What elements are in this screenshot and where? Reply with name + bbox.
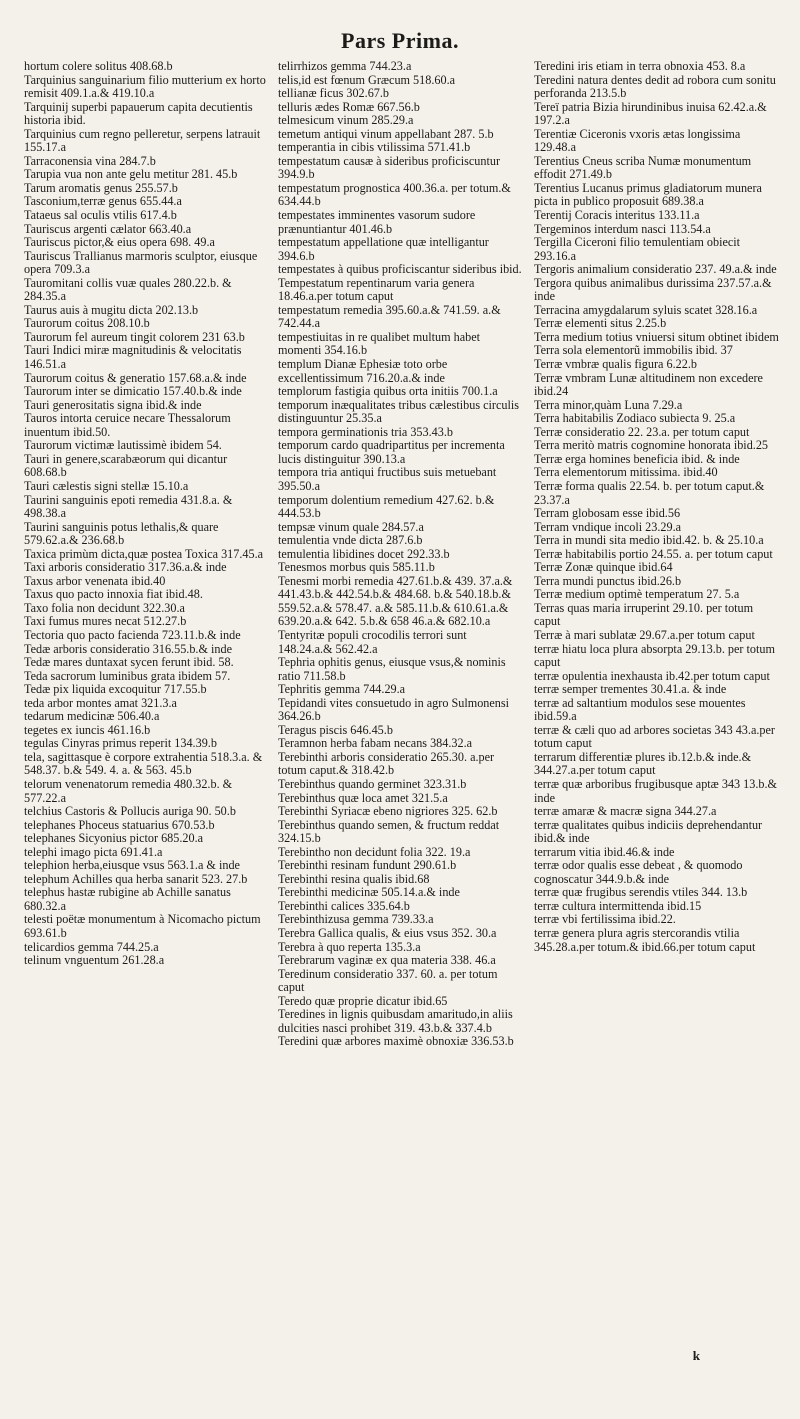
index-entry: Tauri in genere,scarabæorum qui dicantur 608.68.b: [24, 451, 228, 480]
index-entry: telephanes Phoceus statuarius 670.53.b: [24, 817, 215, 832]
index-entry: Tarquinius cum regno pelleretur, serpens latrauit 155.17.a: [24, 126, 261, 155]
page-header: Pars Prima.: [341, 28, 459, 53]
index-entry: tegulas Cinyras primus reperit 134.39.b: [24, 736, 217, 751]
index-entry: Terræ consideratio 22. 23.a. per totum caput: [534, 424, 750, 439]
index-entry: Terebinthi arboris consideratio 265.30. a.per totum caput.& 318.42.b: [278, 749, 495, 778]
index-entry: terræ cultura intermittenda ibid.15: [534, 898, 702, 913]
index-entry: tempora germinationis tria 353.43.b: [278, 424, 453, 439]
index-entry: Tarraconensia vina 284.7.b: [24, 153, 156, 168]
index-entry: Tereï patria Bizia hirundinibus inuisa 62.42.a.& 197.2.a: [534, 99, 767, 128]
index-entry: tempsæ vinum quale 284.57.a: [278, 519, 424, 534]
index-entry: terræ quæ arboribus frugibusque aptæ 343 13.b.& inde: [534, 776, 778, 805]
index-entry: Tephria ophitis genus, eiusque vsus,& nominis ratio 711.58.b: [278, 655, 506, 683]
index-entry: Teredini natura dentes dedit ad robora cum sonitu perforanda 213.5.b: [534, 72, 776, 101]
index-entry: temulentia vnde dicta 287.6.b: [278, 533, 423, 548]
index-entry: terræ semper trementes 30.41.a. & inde: [534, 682, 727, 697]
index-entry: tellianæ ficus 302.67.b: [278, 86, 390, 101]
index-entry: telmesicum vinum 285.29.a: [278, 113, 414, 128]
index-entry: Terræ vmbræ qualis figura 6.22.b: [534, 357, 697, 372]
index-entry: tempestates imminentes vasorum sudore prænuntiantur 401.46.b: [278, 208, 476, 236]
index-entry: telephus hastæ rubigine ab Achille sanatus 680.32.a: [24, 885, 231, 913]
index-entry: Terræ forma qualis 22.54. b. per totum caput.& 23.37.a: [534, 478, 765, 507]
index-entry: telicardios gemma 744.25.a: [24, 939, 159, 954]
index-entry: Terra meritò matris cognomine honorata ibid.25: [534, 438, 769, 453]
index-entry: Tergoris animalium consideratio 237. 49.a.& inde: [534, 262, 777, 277]
index-entry: Terentij Coracis interitus 133.11.a: [534, 208, 700, 223]
index-entry: Taxo folia non decidunt 322.30.a: [24, 600, 185, 615]
index-entry: Taurus auis à mugitu dicta 202.13.b: [24, 302, 199, 317]
index-entry: terræ amaræ & macræ signa 344.27.a: [534, 804, 717, 819]
index-entry: Taurini sanguinis epoti remedia 431.8.a. & 498.38.a: [24, 492, 233, 521]
index-entry: Tenesmos morbus quis 585.11.b: [278, 560, 435, 575]
index-entry: Taurorum victimæ lautissimè ibidem 54.: [24, 438, 222, 453]
index-entry: Terebinthi medicinæ 505.14.a.& inde: [278, 885, 460, 900]
index-entry: terræ opulentia inexhausta ib.42.per totum caput: [534, 668, 770, 683]
index-entry: teda arbor montes amat 321.3.a: [24, 695, 177, 710]
index-entry: Tedæ mares duntaxat sycen ferunt ibid. 58.: [24, 655, 234, 670]
index-entry: Tergora quibus animalibus durissima 237.57.a.& inde: [534, 275, 772, 304]
index-entry: Terentius Lucanus primus gladiatorum munera picta in publico proposuit 689.38.a: [534, 180, 762, 209]
index-entry: terrarum differentiæ plures ib.12.b.& inde.& 344.27.a.per totum caput: [534, 749, 752, 778]
index-entry: Terræ à mari sublatæ 29.67.a.per totum caput: [534, 627, 755, 642]
index-entry: telephion herba,eiusque vsus 563.1.a & inde: [24, 858, 240, 873]
index-entry: Teredinum consideratio 337. 60. a. per totum caput: [278, 966, 498, 995]
index-entry: Terra habitabilis Zodiaco subiecta 9. 25.a: [534, 411, 736, 426]
index-entry: telesti poëtæ monumentum à Nicomacho pictum 693.61.b: [24, 912, 261, 940]
index-entry: Taxi fumus mures necat 512.27.b: [24, 614, 187, 629]
index-entry: Tedæ arboris consideratio 316.55.b.& inde: [24, 641, 232, 656]
index-entry: terræ genera plura agris stercorandis vtilia 345.28.a.per totum.& ibid.66.per totum caput: [534, 926, 756, 954]
index-entry: Terra mundi punctus ibid.26.b: [534, 573, 682, 588]
index-entry: Teramnon herba fabam necans 384.32.a: [278, 736, 473, 751]
index-entry: Terræ vmbram Lunæ altitudinem non excedere ibid.24: [534, 370, 763, 399]
index-entry: tempestiuitas in re qualibet multum habet momenti 354.16.b: [278, 329, 481, 358]
index-entry: Terebinthi Syriacæ ebeno nigriores 325. 62.b: [278, 804, 498, 819]
index-entry: Taurorum coitus & generatio 157.68.a.& inde: [24, 370, 247, 385]
index-entry: terræ ad saltantium modulos sese mouentes ibid.59.a: [534, 695, 746, 724]
index-entry: tempora tria antiqui fructibus suis metuebant 395.50.a: [278, 465, 497, 493]
index-entry: telephum Achilles qua herba sanarit 523. 27.b: [24, 871, 248, 886]
index-entry: templum Dianæ Ephesiæ toto orbe excellentissimum 716.20.a.& inde: [278, 357, 448, 385]
catchword: k: [692, 1348, 700, 1363]
index-entry: Teredini iris etiam in terra obnoxia 453. 8.a: [534, 59, 746, 73]
index-entry: Teredini quæ arbores maximè obnoxiæ 336.53.b: [278, 1034, 514, 1049]
index-entry: Terentiæ Ciceronis vxoris ætas longissima 129.48.a: [534, 126, 741, 155]
index-entry: temetum antiqui vinum appellabant 287. 5.b: [278, 126, 494, 141]
index-entry: Teda sacrorum luminibus grata ibidem 57.: [24, 668, 231, 683]
index-column-3: [534, 60, 780, 954]
index-entry: Tauri cælestis signi stellæ 15.10.a: [24, 478, 189, 493]
index-entry: telluris ædes Romæ 667.56.b: [278, 99, 420, 114]
index-entry: Terræ medium optimè temperatum 27. 5.a: [534, 587, 740, 602]
index-entry: Taxus quo pacto innoxia fiat ibid.48.: [24, 587, 203, 602]
index-entry: hortum colere solitus 408.68.b: [24, 59, 173, 73]
index-entry: Tentyritæ populi crocodilis terrori sunt 148.24.a.& 562.42.a: [278, 627, 467, 656]
index-entry: Terebra Gallica qualis, & eius vsus 352. 30.a: [278, 926, 497, 940]
index-entry: Taurini sanguinis potus lethalis,& quare 579.62.a.& 236.68.b: [24, 519, 219, 548]
index-entry: Taxica primùm dicta,quæ postea Toxica 317.45.a: [24, 546, 264, 561]
index-entry: Tauros intorta ceruice necare Thessalorum inuentum ibid.50.: [24, 411, 231, 439]
index-entry: tempestatum remedia 395.60.a.& 741.59. a.& 742.44.a: [278, 302, 501, 331]
index-column-1: [24, 60, 270, 968]
index-entry: Terracina amygdalarum syluis scatet 328.16.a: [534, 302, 758, 317]
index-entry: Tectoria quo pacto facienda 723.11.b.& inde: [24, 627, 241, 642]
index-entry: Terræ elementi situs 2.25.b: [534, 316, 667, 331]
index-entry: temporum cardo quadripartitus per incrementa lucis distinguitur 390.13.a: [278, 438, 505, 466]
index-entry: tempestatum appellatione quæ intelligantur 394.6.b: [278, 235, 489, 263]
index-entry: Tenesmi morbi remedia 427.61.b.& 439. 37.a.& 441.43.b.& 442.54.b.& 484.68. b.& 540.18.b.& 559.52.a.& 578.47. a.& 585.11.b.& 610.61.a.& 639.20.a.& 642. 5.b.& 658 46.a.& 682.10.a: [278, 573, 513, 629]
index-entry: Tepidandi vites consuetudo in agro Sulmonensi 364.26.b: [278, 695, 510, 724]
index-entry: telchius Castoris & Pollucis auriga 90. 50.b: [24, 804, 236, 819]
index-entry: telephi imago picta 691.41.a: [24, 844, 163, 859]
index-entry: terræ & cæli quo ad arbores societas 343 43.a.per totum caput: [534, 722, 775, 751]
index-entry: Tasconium,terræ genus 655.44.a: [24, 194, 182, 209]
index-entry: Taxus arbor venenata ibid.40: [24, 573, 166, 588]
index-entry: Terebinthizusa gemma 739.33.a: [278, 912, 434, 927]
index-entry: Terebra à quo reperta 135.3.a: [278, 939, 421, 954]
index-entry: telorum venenatorum remedia 480.32.b. & 577.22.a: [24, 776, 233, 805]
index-entry: Teredines in lignis quibusdam amaritudo,in aliis dulcities nasci prohibet 319. 43.b.& 337.4.b: [278, 1007, 513, 1035]
index-entry: tempestatum causæ à sideribus proficiscuntur 394.9.b: [278, 153, 501, 182]
index-entry: Taurorum coitus 208.10.b: [24, 316, 150, 331]
index-entry: temperantia in cibis vtilissima 571.41.b: [278, 140, 471, 155]
index-entry: Tauri Indici miræ magnitudinis & velocitatis 146.51.a: [24, 343, 242, 372]
index-column-2: [278, 60, 524, 1049]
index-entry: terræ qualitates quibus indiciis deprehendantur ibid.& inde: [534, 817, 763, 846]
index-entry: Tedæ pix liquida excoquitur 717.55.b: [24, 682, 207, 697]
index-entry: Tauromitani collis vuæ quales 280.22.b. & 284.35.a: [24, 275, 232, 304]
index-entry: Teredo quæ proprie dicatur ibid.65: [278, 993, 448, 1008]
index-entry: Tergilla Ciceroni filio temulentiam obiecit 293.16.a: [534, 235, 741, 263]
index-entry: terræ quæ frugibus serendis vtiles 344. 13.b: [534, 885, 748, 900]
index-entry: Tarquinij superbi papauerum capita decutientis historia ibid.: [24, 99, 253, 128]
index-entry: tempestatum prognostica 400.36.a. per totum.& 634.44.b: [278, 180, 511, 209]
index-entry: Tarquinius sanguinarium filio mutterium ex horto remisit 409.1.a.& 419.10.a: [24, 72, 266, 101]
index-entry: Tarum aromatis genus 255.57.b: [24, 180, 178, 195]
index-entry: terrarum vitia ibid.46.& inde: [534, 844, 675, 859]
index-entry: Terebinthi resinam fundunt 290.61.b: [278, 858, 457, 873]
index-entry: telirrhizos gemma 744.23.a: [278, 59, 412, 73]
index-entry: telephanes Sicyonius pictor 685.20.a: [24, 831, 204, 846]
index-entry: Taurorum fel aureum tingit colorem 231 63.b: [24, 329, 245, 344]
index-entry: Terra in mundi sita medio ibid.42. b. & 25.10.a: [534, 533, 764, 548]
index-entry: Terra sola elementorũ immobilis ibid. 37: [534, 343, 733, 358]
index-entry: temporum inæqualitates tribus cælestibus circulis distinguuntur 25.35.a: [278, 397, 520, 426]
index-entry: Terram vndique incoli 23.29.a: [534, 519, 682, 534]
index-entry: Terra medium totius vniuersi situm obtinet ibidem: [534, 329, 779, 344]
index-entry: Tataeus sal oculis vtilis 617.4.b: [24, 208, 177, 223]
index-entry: Terebrarum vaginæ ex qua materia 338. 46.a: [278, 953, 496, 968]
index-entry: Tauriscus pictor,& eius opera 698. 49.a: [24, 235, 215, 250]
index-entry: Teragus piscis 646.45.b: [278, 722, 393, 737]
index-entry: Tauriscus argenti cælator 663.40.a: [24, 221, 192, 236]
index-entry: Terentius Cneus scriba Numæ monumentum effodit 271.49.b: [534, 153, 752, 182]
index-entry: Terebinthus quæ loca amet 321.5.a: [278, 790, 448, 805]
index-entry: Terras quas maria irruperint 29.10. per totum caput: [534, 600, 754, 629]
index-entry: Terræ Zonæ quinque ibid.64: [534, 560, 673, 575]
index-entry: Tauriscus Trallianus marmoris sculptor, eiusque opera 709.3.a: [24, 248, 258, 277]
index-entry: Terebinthus quando germinet 323.31.b: [278, 776, 467, 791]
index-entry: tedarum medicinæ 506.40.a: [24, 709, 160, 724]
index-entry: Terebinthi resina qualis ibid.68: [278, 871, 430, 886]
index-entry: telis,id est fœnum Græcum 518.60.a: [278, 72, 456, 87]
index-entry: tegetes ex iuncis 461.16.b: [24, 722, 151, 737]
index-entry: terræ odor qualis esse debeat , & quomodo cognoscatur 344.9.b.& inde: [534, 858, 743, 886]
index-entry: Terebinthi calices 335.64.b: [278, 898, 410, 913]
index-entry: Terræ erga homines beneficia ibid. & inde: [534, 451, 740, 466]
index-entry: Terræ habitabilis portio 24.55. a. per totum caput: [534, 546, 773, 561]
index-entry: terræ hiatu loca plura absorpta 29.13.b. per totum caput: [534, 641, 775, 670]
index-entry: Tauri generositatis signa ibid.& inde: [24, 397, 202, 412]
index-entry: Terebinthus quando semen, & fructum reddat 324.15.b: [278, 817, 500, 846]
index-entry: Tephritis gemma 744.29.a: [278, 682, 406, 697]
index-entry: temulentia libidines docet 292.33.b: [278, 546, 450, 561]
index-entry: Terebintho non decidunt folia 322. 19.a: [278, 844, 471, 859]
index-entry: Terra elementorum mitissima. ibid.40: [534, 465, 718, 480]
index-entry: temporum dolentium remedium 427.62. b.& 444.53.b: [278, 492, 495, 521]
index-entry: terræ vbi fertilissima ibid.22.: [534, 912, 676, 927]
index-entry: templorum fastigia quibus orta initiis 700.1.a: [278, 384, 498, 399]
index-entry: telinum vnguentum 261.28.a: [24, 953, 165, 968]
index-entry: Taurorum inter se dimicatio 157.40.b.& inde: [24, 384, 242, 399]
index-entry: Terram globosam esse ibid.56: [534, 506, 681, 521]
index-entry: Tarupia vua non ante gelu metitur 281. 45.b: [24, 167, 238, 182]
index-entry: tempestates à quibus proficiscantur sideribus ibid.: [278, 262, 522, 277]
index-entry: Tempestatum repentinarum varia genera 18.46.a.per totum caput: [278, 275, 475, 304]
index-entry: Tergeminos interdum nasci 113.54.a: [534, 221, 711, 236]
index-entry: Terra minor,quàm Luna 7.29.a: [534, 397, 683, 412]
index-entry: tela, sagittasque è corpore extrahentia 518.3.a. & 548.37. b.& 549. 4. a. & 563. 45.b: [24, 749, 263, 778]
index-entry: Taxi arboris consideratio 317.36.a.& inde: [24, 560, 227, 575]
